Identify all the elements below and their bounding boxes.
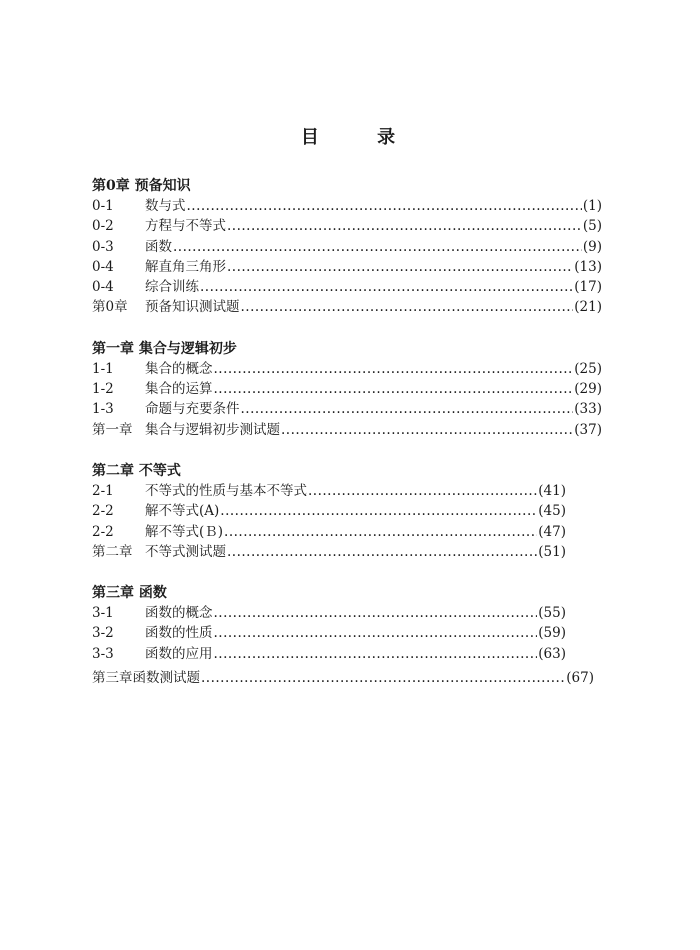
entry-page: (47)	[538, 523, 566, 540]
toc-entry[interactable]	[92, 420, 602, 440]
chapter-3	[92, 583, 602, 688]
entry-title: 解不等式(Ｂ)	[145, 523, 224, 540]
chapter-1	[92, 339, 602, 440]
toc-entry[interactable]	[92, 542, 566, 562]
entry-page: (29)	[574, 381, 602, 398]
entry-page: (25)	[574, 360, 602, 377]
entry-number: 3-3	[92, 645, 114, 662]
entry-page: (13)	[574, 258, 602, 275]
toc-entry[interactable]	[92, 359, 602, 379]
entry-page: (21)	[574, 299, 602, 316]
entry-title: 方程与不等式	[145, 218, 226, 235]
dot-leader	[214, 623, 538, 643]
dot-leader	[220, 501, 537, 521]
entry-number: 3-2	[92, 625, 114, 642]
dot-leader	[308, 481, 537, 501]
chapter-heading: 第二章 不等式	[92, 462, 181, 479]
entry-title: 综合训练	[145, 279, 199, 296]
entry-page: (63)	[538, 645, 566, 662]
table-of-contents	[92, 176, 602, 709]
entry-page: (41)	[538, 482, 566, 499]
entry-title: 函数的性质	[145, 625, 213, 642]
dot-leader	[187, 196, 582, 216]
toc-entry[interactable]	[92, 277, 602, 297]
chapter-0	[92, 176, 602, 318]
entry-number: 第二章	[92, 543, 133, 560]
entry-page: (67)	[566, 670, 594, 687]
toc-entry[interactable]	[92, 297, 602, 317]
toc-entry[interactable]	[92, 379, 602, 399]
entry-number: 0-1	[92, 198, 114, 214]
entry-title: 不等式的性质与基本不等式	[145, 482, 307, 499]
toc-entry[interactable]	[92, 644, 566, 664]
dot-leader	[201, 668, 565, 688]
chapter-heading: 第三章 函数	[92, 585, 167, 602]
entry-number: 0-3	[92, 238, 114, 255]
entry-title: 解不等式(A)	[145, 503, 220, 520]
entry-page: (33)	[574, 401, 602, 418]
dot-leader	[241, 399, 574, 419]
dot-leader	[241, 297, 574, 317]
dot-leader	[224, 522, 537, 542]
toc-entry[interactable]	[92, 522, 566, 542]
entry-page: (55)	[538, 605, 566, 622]
entry-number: 2-2	[92, 503, 114, 520]
toc-entry[interactable]	[92, 623, 566, 643]
toc-entry[interactable]	[92, 196, 602, 216]
entry-title: 第三章函数测试题	[92, 670, 200, 687]
chapter-2	[92, 461, 602, 562]
toc-entry[interactable]	[92, 668, 594, 688]
entry-number: 3-1	[92, 605, 114, 622]
chapter-heading: 第一章 集合与逻辑初步	[92, 340, 237, 357]
entry-title: 预备知识测试题	[145, 299, 240, 316]
entry-title: 解直角三角形	[145, 258, 226, 275]
entry-page: (5)	[582, 218, 602, 235]
toc-entry[interactable]	[92, 603, 566, 623]
entry-title: 函数	[145, 238, 172, 255]
entry-page: (9)	[582, 238, 602, 255]
dot-leader	[214, 644, 538, 664]
entry-title: 命题与充要条件	[145, 401, 240, 418]
entry-title: 数与式	[145, 198, 186, 214]
toc-entry[interactable]	[92, 257, 602, 277]
dot-leader	[200, 277, 573, 297]
page-title: 目 录	[300, 127, 422, 148]
entry-title: 不等式测试题	[145, 543, 226, 560]
entry-page: (1)	[582, 198, 602, 214]
entry-number: 1-2	[92, 381, 114, 398]
toc-entry[interactable]	[92, 501, 566, 521]
chapter-heading: 第0章 预备知识	[92, 178, 191, 194]
entry-title: 集合的运算	[145, 381, 213, 398]
entry-number: 2-1	[92, 482, 114, 499]
toc-entry[interactable]	[92, 216, 602, 236]
entry-number: 2-2	[92, 523, 114, 540]
toc-entry[interactable]	[92, 237, 602, 257]
entry-title: 集合与逻辑初步测试题	[145, 421, 280, 438]
dot-leader	[227, 542, 537, 562]
entry-number: 0-4	[92, 258, 114, 275]
entry-page: (51)	[538, 543, 566, 560]
dot-leader	[227, 257, 573, 277]
entry-number: 1-3	[92, 401, 114, 418]
entry-number: 1-1	[92, 360, 114, 377]
dot-leader	[214, 603, 538, 623]
dot-leader	[173, 237, 582, 257]
entry-page: (45)	[538, 503, 566, 520]
entry-title: 集合的概念	[145, 360, 213, 377]
toc-entry[interactable]	[92, 481, 566, 501]
entry-page: (17)	[574, 279, 602, 296]
dot-leader	[281, 420, 573, 440]
dot-leader	[214, 379, 574, 399]
entry-title: 函数的概念	[145, 605, 213, 622]
entry-number: 0-2	[92, 218, 114, 235]
dot-leader	[214, 359, 574, 379]
dot-leader	[227, 216, 582, 236]
toc-entry[interactable]	[92, 399, 602, 419]
entry-number: 第0章	[92, 299, 128, 316]
entry-number: 第一章	[92, 421, 133, 438]
entry-page: (37)	[574, 421, 602, 438]
entry-number: 0-4	[92, 279, 114, 296]
entry-title: 函数的应用	[145, 645, 213, 662]
entry-page: (59)	[538, 625, 566, 642]
